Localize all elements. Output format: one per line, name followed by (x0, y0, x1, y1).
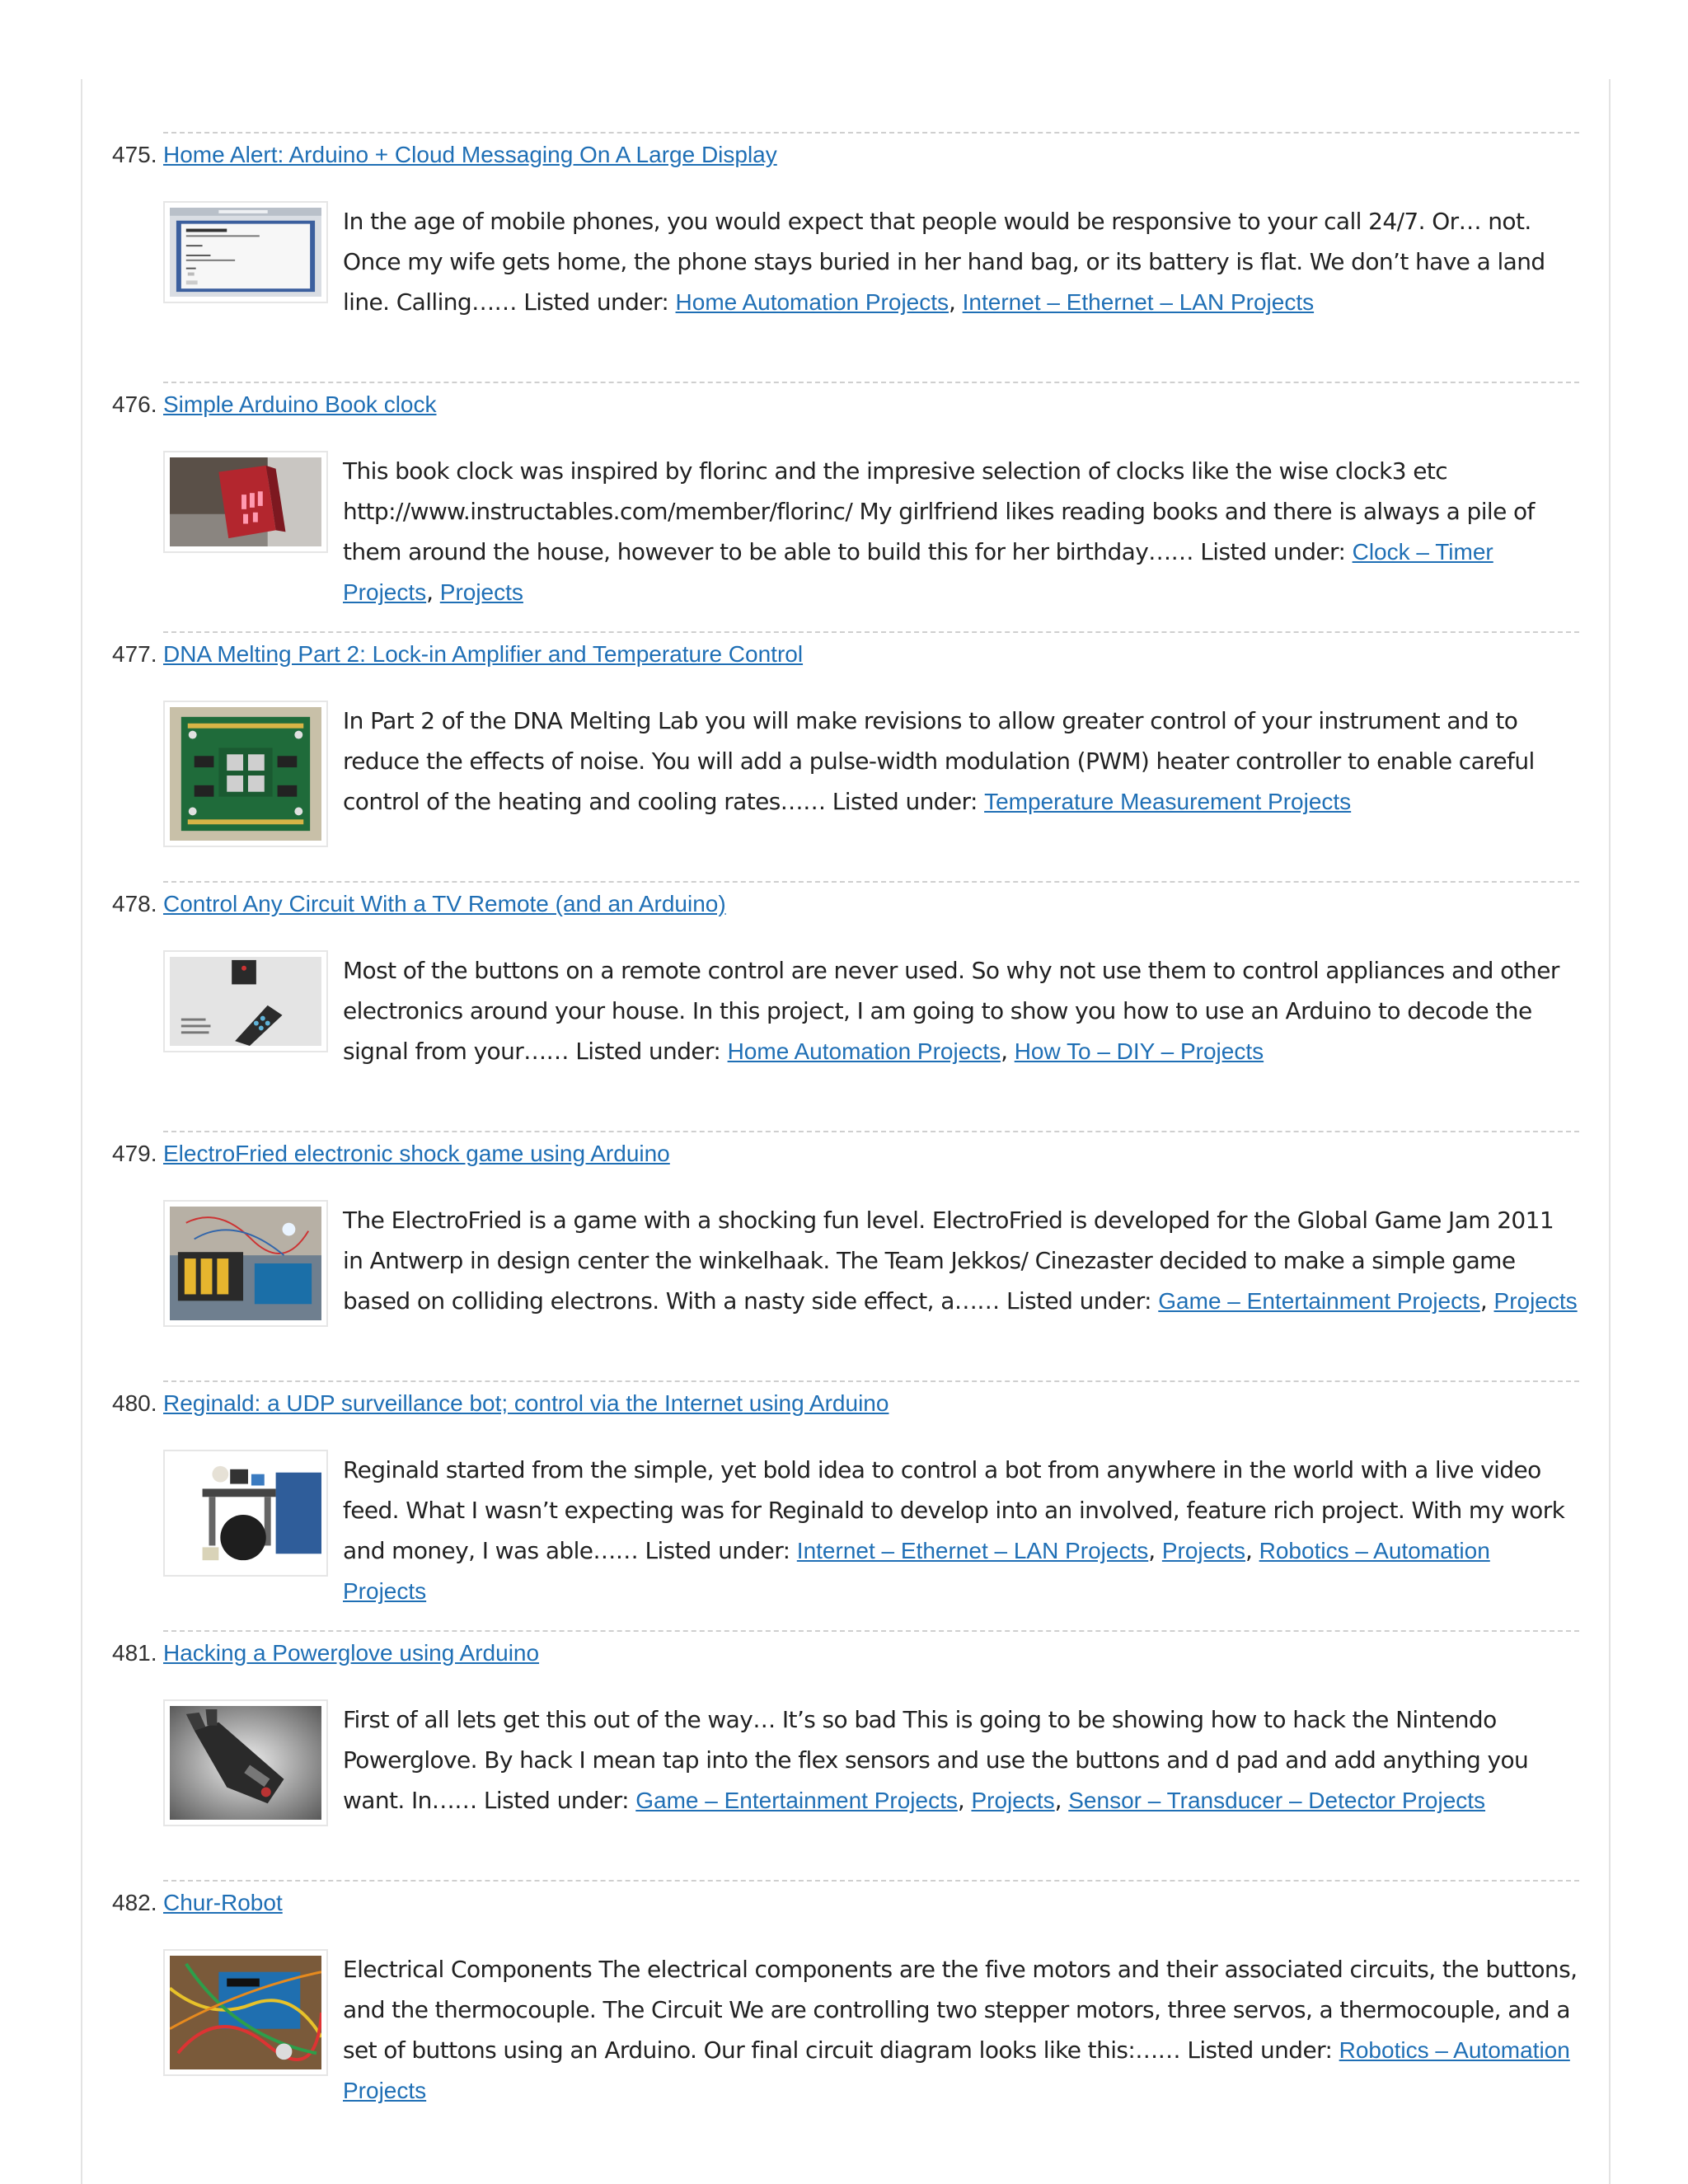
entry-heading (112, 138, 777, 171)
entry-excerpt: Reginald started from the simple, yet bold idea to control a bot from anywhere in the world with a live video feed. What I wasn’t expecting was for Reginald to develop into an involved, feature rich project. With my work and money, I was able…… (343, 1456, 1565, 1564)
divider (163, 1380, 1579, 1382)
list-item (112, 132, 1579, 382)
entry-excerpt: Electrical Components The electrical components are the five motors and their associated circuits, the buttons, and the thermocouple. The Circuit We are controlling two stepper motors, three servos, a thermocouple, and a set of buttons using an Arduino. Our final circuit diagram looks like this:…… (343, 1956, 1578, 2064)
web-form-screenshot-thumbnail (170, 208, 321, 297)
listed-under-label: Listed under: (1006, 1287, 1151, 1315)
list-item (112, 1380, 1579, 1630)
listed-under-label: Listed under: (832, 788, 978, 815)
list-item (112, 382, 1579, 631)
entry-title-link[interactable]: Reginald: a UDP surveillance bot; control via the Internet using Arduino (163, 1390, 889, 1416)
category-link[interactable]: Home Automation Projects (675, 289, 950, 315)
listed-under-label: Listed under: (575, 1038, 721, 1065)
entry-excerpt: Most of the buttons on a remote control are never used. So why not use them to control appliances and other electronics around your house. In this project, I am going to show you how to use an Arduino to decode the signal from your…… (343, 957, 1559, 1065)
entry-title-link[interactable]: Hacking a Powerglove using Arduino (163, 1640, 540, 1666)
green-circuit-board-thumbnail (170, 707, 321, 841)
powerglove-thumbnail (170, 1706, 321, 1820)
entry-number: 478. (112, 891, 157, 916)
entry-description: Most of the buttons on a remote control are never used. So why not use them to control appliances and other electronics around your house. In this project, I am going to show you how to use an Arduino to decode the signal from your…… Listed under: Home Automation Projects, How To – DIY – Projects (343, 957, 1559, 1065)
divider (163, 1880, 1579, 1882)
entry-thumbnail[interactable] (163, 1949, 328, 2076)
listed-under-label: Listed under: (645, 1537, 790, 1564)
list-item (112, 1131, 1579, 1380)
entry-number: 482. (112, 1890, 157, 1915)
entry-number: 475. (112, 142, 157, 167)
divider (163, 631, 1579, 633)
entry-description: This book clock was inspired by florinc and the impresive selection of clocks like the wise clock3 etc http://www.instructables.com/member/florinc/ My girlfriend likes reading books and there is always a pile of them around the house, however to be able to build this for her birthday…… Listed under: Clock – Timer Projects, Projects (343, 457, 1535, 606)
entry-heading (112, 1637, 539, 1670)
entry-number: 480. (112, 1390, 157, 1416)
entry-excerpt: In the age of mobile phones, you would expect that people would be responsive to your call 24/7. Or… not. Once my wife gets home, the phone stays buried in her hand bag, or its battery is flat. We don’t have a land line. Calling…… (343, 208, 1545, 316)
entry-title-link[interactable]: Home Alert: Arduino + Cloud Messaging On A Large Display (163, 142, 777, 167)
entry-thumbnail[interactable] (163, 201, 328, 303)
category-link[interactable]: Game – Entertainment Projects (635, 1788, 958, 1813)
category-link[interactable]: Temperature Measurement Projects (984, 789, 1352, 814)
category-link[interactable]: Home Automation Projects (727, 1038, 1001, 1064)
category-link[interactable]: Projects (439, 579, 523, 605)
category-link[interactable]: Projects (971, 1788, 1055, 1813)
entry-heading (112, 388, 437, 421)
category-link[interactable]: Robotics – Automation Projects (343, 1538, 1490, 1604)
entry-title-link[interactable]: ElectroFried electronic shock game using Arduino (163, 1141, 670, 1166)
entry-heading (112, 638, 803, 671)
entry-number: 477. (112, 641, 157, 667)
entry-description: Reginald started from the simple, yet bold idea to control a bot from anywhere in the world with a live video feed. What I wasn’t expecting was for Reginald to develop into an involved, feature rich project. With my work and money, I was able…… Listed under: Internet – Ethernet – LAN Projects, Projects, Robotics – Automation Projects (343, 1456, 1565, 1604)
entry-thumbnail[interactable] (163, 1699, 328, 1826)
category-link[interactable]: How To – DIY – Projects (1014, 1038, 1264, 1064)
entry-description (343, 701, 1579, 822)
entry-number: 476. (112, 391, 157, 417)
category-link[interactable]: Robotics – Automation Projects (343, 2037, 1570, 2103)
entry-heading (112, 1137, 670, 1170)
entry-thumbnail[interactable] (163, 701, 328, 847)
entry-description (343, 1949, 1579, 2111)
category-link[interactable]: Internet – Ethernet – LAN Projects (796, 1538, 1149, 1563)
entry-thumbnail[interactable] (163, 451, 328, 553)
entry-description: The ElectroFried is a game with a shocking fun level. ElectroFried is developed for the Global Game Jam 2011 in Antwerp in design center the winkelhaak. The Team Jekkos/ Cinezaster decided to make a simple game based on colliding electrons. With a nasty side effect, a…… Listed under: Game – Entertainment Projects, Projects (343, 1207, 1578, 1315)
entry-description: In the age of mobile phones, you would expect that people would be responsive to your call 24/7. Or… not. Once my wife gets home, the phone stays buried in her hand bag, or its battery is flat. We don’t have a land line. Calling…… Listed under: Home Automation Projects, Internet – Ethernet – LAN Projects (343, 208, 1545, 316)
entry-thumbnail[interactable] (163, 950, 328, 1052)
list-item (112, 631, 1579, 881)
entry-heading (112, 888, 726, 921)
list-item (112, 1880, 1579, 2130)
entry-excerpt: This book clock was inspired by florinc and the impresive selection of clocks like the wise clock3 etc http://www.instructables.com/member/florinc/ My girlfriend likes reading books and there is always a pile of them around the house, however to be able to build this for her birthday…… (343, 457, 1535, 565)
tv-remote-thumbnail (170, 957, 321, 1046)
entry-number: 481. (112, 1640, 157, 1666)
entry-number: 479. (112, 1141, 157, 1166)
divider (163, 1131, 1579, 1132)
list-item (112, 881, 1579, 1131)
category-link[interactable]: Projects (1161, 1538, 1246, 1563)
listed-under-label: Listed under: (1200, 538, 1346, 565)
category-link[interactable]: Clock – Timer Projects (343, 539, 1493, 605)
divider (163, 132, 1579, 134)
category-link[interactable]: Game – Entertainment Projects (1158, 1288, 1480, 1314)
listed-under-label: Listed under: (1187, 2036, 1333, 2064)
red-book-clock-thumbnail (170, 457, 321, 546)
project-list (112, 132, 1579, 2130)
entry-excerpt: The ElectroFried is a game with a shocking fun level. ElectroFried is developed for the Global Game Jam 2011 in Antwerp in design center the winkelhaak. The Team Jekkos/ Cinezaster decided to make a simple game based on colliding electrons. With a nasty side effect, a…… (343, 1207, 1554, 1315)
arduino-wiring-thumbnail (170, 1956, 321, 2069)
entry-description: First of all lets get this out of the way… It’s so bad This is going to be showing how to hack the Nintendo Powerglove. By hack I mean tap into the flex sensors and use the buttons and d pad and add anything you want. In…… Listed under: Game – Entertainment Projects, Projects, Sensor – Transducer – Detector Projects (343, 1706, 1529, 1814)
entry-heading (112, 1886, 283, 1919)
divider (163, 881, 1579, 883)
entry-heading (112, 1387, 889, 1420)
divider (163, 382, 1579, 383)
listed-under-label: Listed (483, 1787, 551, 1814)
entry-thumbnail[interactable] (163, 1200, 328, 1327)
surveillance-bot-thumbnail (170, 1456, 321, 1570)
entry-title-link[interactable]: Chur-Robot (163, 1890, 283, 1915)
battery-holder-arduino-thumbnail (170, 1207, 321, 1320)
list-item (112, 1630, 1579, 1880)
listed-under-label: Listed under: (523, 288, 669, 316)
category-link[interactable]: Internet – Ethernet – LAN Projects (962, 289, 1315, 315)
entry-excerpt: In Part 2 of the DNA Melting Lab you will make revisions to allow greater control of your instrument and to reduce the effects of noise. You will add a pulse-width modulation (PWM) heater controller to enable careful control of the heating and cooling rates…… (343, 707, 1535, 815)
divider (163, 1630, 1579, 1632)
entry-thumbnail[interactable] (163, 1450, 328, 1577)
entry-title-link[interactable]: Simple Arduino Book clock (163, 391, 437, 417)
listed-under-label-continued: under: (556, 1787, 629, 1814)
category-link[interactable]: Sensor – Transducer – Detector Projects (1068, 1788, 1486, 1813)
category-link[interactable]: Projects (1493, 1288, 1578, 1314)
entry-title-link[interactable]: Control Any Circuit With a TV Remote (and an Arduino) (163, 891, 726, 916)
entry-excerpt: First of all lets get this out of the way… It’s so bad This is going to be showing how to hack the Nintendo Powerglove. By hack I mean tap into the flex sensors and use the buttons and d pad and add anything you want. In…… (343, 1706, 1529, 1814)
entry-title-link[interactable]: DNA Melting Part 2: Lock-in Amplifier and Temperature Control (163, 641, 804, 667)
